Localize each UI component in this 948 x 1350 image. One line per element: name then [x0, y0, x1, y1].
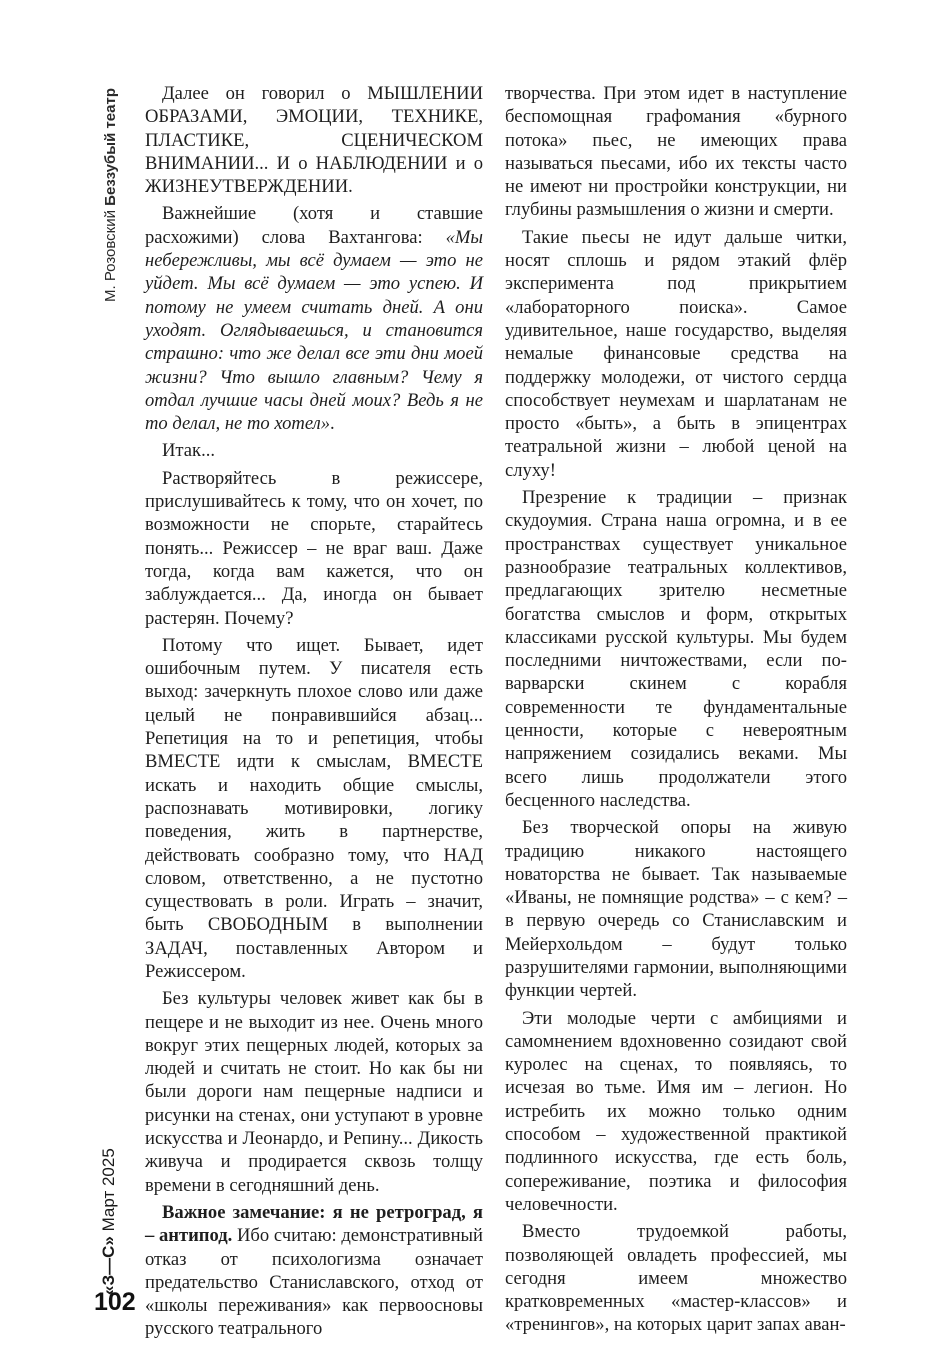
paragraph-quote	[145, 202, 483, 435]
important-note-text: Ибо считаю: демонстративный отказ от психологизма означает предательство Станиславского, отход от «школы переживания» как первоосновы русского театрального	[145, 1225, 483, 1340]
important-note-bold: Важное замечание: я не ретроград, я – антипод.	[145, 1201, 483, 1247]
paragraph: Растворяйтесь в режиссере, прислушивайтесь к тому, что он хочет, по возможности не спорьте, старайтесь понять... Режиссер – не враг ваш. Даже тогда, когда вам кажется, что он заблуждается... Да, иногда он бывает растерян. Почему?	[145, 467, 483, 629]
journal-label	[96, 1085, 122, 1295]
paragraph: Вместо трудоемкой работы, позволяющей овладеть профессией, мы сегодня имеем множество кратковременных «мастер-классов» и «тренингов», на которых царит запах аван-	[505, 1221, 847, 1336]
paragraph-important-note	[145, 1201, 483, 1341]
page-number: 102	[94, 1288, 136, 1316]
paragraph: Эти молодые черти с амбициями и самомнением вдохновенно созидают свой куролес на сценах, то появляясь, то исчезая во тьме. Имя им – легион. Но истребить их можно только одним способом – художественной практикой подлинного искусства, где есть боль, сопереживание, поэтика и философия человечности.	[505, 1007, 847, 1215]
paragraph: Потому что ищет. Бывает, идет ошибочным путем. У писателя есть выход: зачеркнуть плохое слово или даже целый не понравившийся абзац... Репетиция на то и репетиция, чтобы ВМЕСТЕ идти к смыслам, ВМЕСТЕ искать и находить общие смыслы, распознавать мотивировки, логику поведения, жить в партнерстве, действовать сообразно тому, что НАД словом, ответственно, а не пустотно существовать в роли. Играть – значит, быть СВОБОДНЫМ в выполнении ЗАДАЧ, поставленных Автором и Режиссером.	[145, 634, 483, 982]
quote-end: .	[330, 413, 335, 435]
paragraph: Презрение к традиции – признак скудоумия. Страна наша огромна, и в ее пространствах существует уникальное разнообразие театральных коллективов, предлагающих зрителю несметные богатства смыслов и форм, открытых классиками русской культуры. Мы будем последними ничтожествами, если по-варварски скинем с корабля современности те фундаментальные ценности, которые с невероятным напряжением созидались веками. Мы всего лишь продолжатели этого бесценного наследства.	[505, 487, 847, 811]
quote-intro: Важнейшие (хотя и ставшие расхожими) слова Вахтангова:	[145, 203, 483, 248]
paragraph: Без творческой опоры на живую традицию никакого настоящего новаторства не бывает. Так называемые «Иваны, не помнящие родства» – с кем? – в первую очередь со Станиславским и Мейерхольдом – будут только разрушителями гармонии, выполняющими функции чертей.	[505, 817, 847, 1002]
journal-name: «З—С»	[99, 1236, 118, 1295]
paragraph-continued: творчества. При этом идет в наступление беспомощная графомания «бурного потока» пьес, не имеющих права называться пьесами, ибо их тексты часто не имеют ни простройки конструкции, ни глубины размышления о жизни и смерти.	[505, 83, 847, 221]
running-header-author: М. Розовский	[102, 209, 119, 303]
paragraph: Без культуры человек живет как бы в пещере и не выходит из нее. Очень много вокруг этих пещерных людей, которых за людей и считать не стоит. Но как бы ни были дороги нам пещерные надписи и рисунки на стенах, они уступают в уровне искусства и Леонардо, и Репину... Дикость живуча и продирается сквозь толщу времени в сегодняшний день.	[145, 988, 483, 1196]
vakhtangov-quote: «Мы небережливы, мы всё думаем — это не уйдет. Мы всё думаем — это успею. И потому не умеем считать дней. А они уходят. Оглядываешься, и становится страшно: что же делал все эти дни моей жизни? Что вышло главным? Чему я отдал лучшие часы дней моих? Ведь я не то делал, не то хотел»	[145, 226, 483, 435]
paragraph: Далее он говорил о МЫШЛЕНИИ ОБРАЗАМИ, ЭМОЦИИ, ТЕХНИКЕ, ПЛАСТИКЕ, СЦЕНИЧЕСКОМ ВНИМАНИИ... И о НАБЛЮДЕНИИ и о ЖИЗНЕУТВЕРЖДЕНИИ.	[145, 83, 483, 198]
running-header-title: Беззубый театр	[102, 88, 119, 206]
right-column	[505, 82, 847, 1341]
journal-issue: Март 2025	[99, 1148, 118, 1232]
paragraph: Такие пьесы не идут дальше читки, носят сплошь и рядом этакий флёр эксперимента под прикрытием «лабораторного поиска». Самое удивительное, наше государство, выделяя немалые финансовые средства на поддержку молодежи, от чистого сердца способствует неумехам и шарлатанам не просто «быть», а быть в эпицентрах театральной жизни – любой ценой на слуху!	[505, 226, 847, 481]
running-header	[100, 88, 122, 370]
left-column	[145, 82, 483, 1345]
paragraph: Итак...	[162, 440, 216, 462]
